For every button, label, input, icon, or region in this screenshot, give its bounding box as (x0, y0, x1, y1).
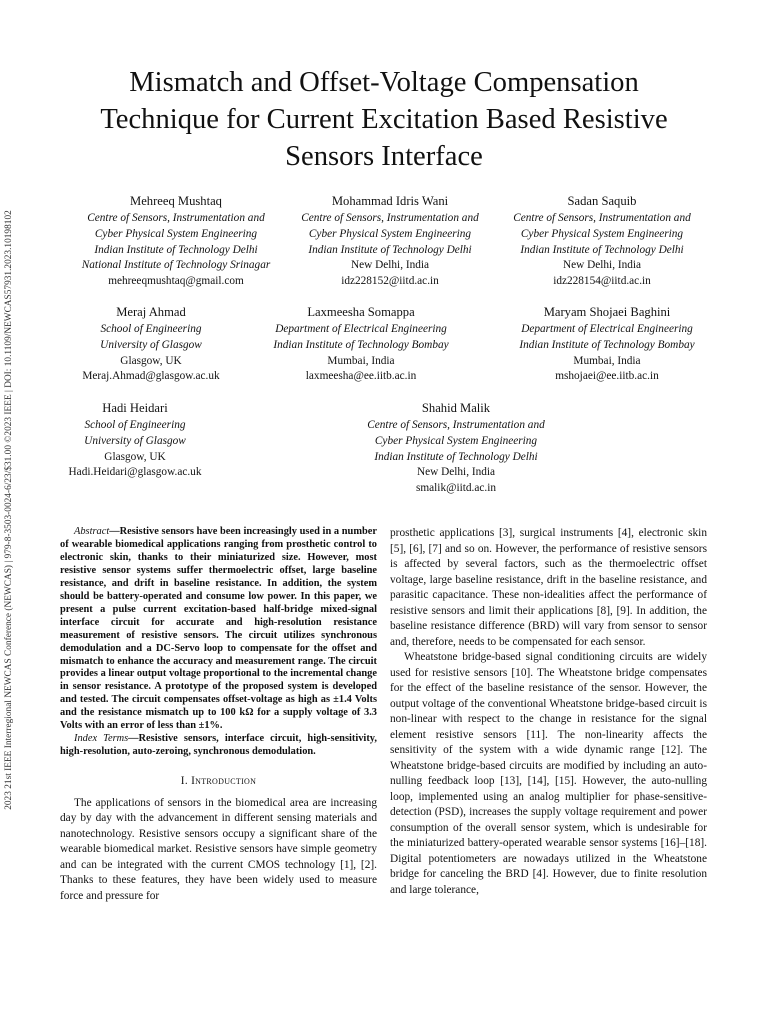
author-block (498, 193, 706, 290)
section-number: I. (180, 775, 192, 788)
paper-title (60, 64, 708, 175)
author-affiliation: School of Engineering (84, 419, 186, 431)
author-email: Hadi.Heidari@glasgow.ac.uk (68, 466, 202, 479)
author-affiliation: Centre of Sensors, Instrumentation and (87, 212, 265, 224)
author-block (60, 193, 292, 290)
author-location: Glasgow, UK (104, 450, 166, 463)
author-location: New Delhi, India (350, 259, 430, 272)
author-block (254, 304, 468, 385)
author-name: Meraj Ahmad (116, 305, 186, 319)
author-affiliation: Centre of Sensors, Instrumentation and (367, 419, 545, 431)
author-email: smalik@iitd.ac.in (415, 482, 497, 495)
author-affiliation: Indian Institute of Technology Delhi (374, 450, 538, 463)
author-block (340, 400, 572, 497)
abstract (60, 526, 377, 733)
author-affiliation: Indian Institute of Technology Bombay (519, 338, 695, 351)
author-affiliation: University of Glasgow (84, 434, 186, 447)
author-name: Hadi Heidari (102, 401, 168, 415)
author-name: Maryam Shojaei Baghini (543, 305, 671, 319)
author-block (500, 304, 714, 385)
author-location: Mumbai, India (327, 354, 395, 367)
body-paragraph: The applications of sensors in the biomedical area are increasing day by day with the advancement in different sensing materials and nanotechnology. Resistive sensors occupy a significant share of the wearable biomedical market. Resistive sensors have simple geometry and can be integrated with the current CMOS technology [1], [2]. Thanks to these features, they have been widely used to measure force and pressure for (60, 796, 377, 902)
title-line: Sensors Interface (285, 141, 483, 172)
author-email: Meraj.Ahmad@glasgow.ac.uk (82, 370, 220, 383)
title-line: Technique for Current Excitation Based Resistive (100, 104, 668, 135)
author-name: Mohammad Idris Wani (331, 194, 449, 208)
author-block (40, 304, 262, 385)
author-email: mshojaei@ee.iitb.ac.in (555, 370, 659, 383)
author-affiliation: Indian Institute of Technology Delhi (308, 243, 472, 256)
author-affiliation: University of Glasgow (100, 338, 202, 351)
author-affiliation: Cyber Physical System Engineering (94, 227, 258, 240)
author-name: Laxmeesha Somappa (307, 305, 415, 319)
author-block (288, 193, 492, 290)
author-email: mehreeqmushtaq@gmail.com (108, 275, 244, 288)
index-terms (60, 733, 377, 759)
right-column (390, 526, 707, 898)
author-name: Sadan Saquib (567, 194, 637, 208)
author-name: Shahid Malik (421, 401, 491, 415)
title-line: Mismatch and Offset-Voltage Compensation (129, 67, 639, 98)
author-email: laxmeesha@ee.iitb.ac.in (305, 370, 417, 383)
author-affiliation: Indian Institute of Technology Delhi (520, 243, 684, 256)
author-affiliation: National Institute of Technology Srinagar (81, 259, 271, 272)
author-location: New Delhi, India (416, 466, 496, 479)
author-affiliation: Indian Institute of Technology Delhi (94, 243, 258, 256)
section-title: Introduction (191, 775, 257, 788)
author-location: Glasgow, UK (120, 354, 182, 367)
body-paragraph: Wheatstone bridge-based signal conditioning circuits are widely used for resistive sensors [10]. The Wheatstone bridge compensates for the effect of the baseline resistance of the sensor. However, the output voltage of the conventional Wheatstone bridge-based circuit is non-linear with respect to the change in resistance for the signal element resistive sensors [11]. The non-linearity affects the sensitivity of the system with a wide dynamic range [12]. The Wheatstone bridge-based circuits are modified by including an auto-nulling feedback loop [13], [14], [15]. However, the auto-nulling loop, implemented using an analog multiplier for phase-sensitive-detection (PSD), increases the supply voltage requirement and power consumption of the overall sensor system, which is undesirable for the miniaturized battery-operated wearable sensor systems [16]–[18]. Digital potentiometers are nowadays utilized in the Wheatstone bridge for canceling the BRD [4]. However, due to finite resolution and large tolerance, (390, 651, 707, 896)
author-name: Mehreeq Mushtaq (130, 194, 222, 208)
author-block (40, 400, 230, 481)
author-affiliation: Indian Institute of Technology Bombay (273, 338, 449, 351)
author-affiliation: Cyber Physical System Engineering (374, 434, 538, 447)
author-affiliation: Department of Electrical Engineering (275, 323, 447, 335)
index-terms-lead: Index Terms (74, 733, 129, 745)
abstract-lead: Abstract (74, 526, 110, 537)
author-location: Mumbai, India (573, 354, 641, 367)
author-affiliation: Cyber Physical System Engineering (308, 227, 472, 240)
author-affiliation: Centre of Sensors, Instrumentation and (301, 212, 479, 224)
author-affiliation: Cyber Physical System Engineering (520, 227, 684, 240)
author-location: New Delhi, India (562, 259, 642, 272)
doi-sidebar (2, 180, 16, 840)
author-affiliation: Department of Electrical Engineering (521, 323, 693, 335)
left-column (60, 526, 377, 904)
author-affiliation: Centre of Sensors, Instrumentation and (513, 212, 691, 224)
index-terms-text: —Resistive sensors, interface circuit, high-sensitivity, high-resolution, auto-zeroing, synchronous demodulation. (60, 733, 377, 758)
body-paragraph: prosthetic applications [3], surgical instruments [4], electronic skin [5], [6], [7] and so on. However, the performance of resistive sensors is affected by several factors, such as the thermoelectric offset voltage, large baseline resistance, drift in the baseline resistance, and parasitic capacitance. These non-idealities affect the performance of resistive sensors and limit their applications [8], [9]. In addition, the baseline resistance difference (BRD) will vary from sensor to sensor and, therefore, needs to be compensated for each sensor. (390, 527, 707, 648)
author-email: idz228154@iitd.ac.in (553, 275, 651, 288)
doi-sidebar-text: 2023 21st IEEE Interregional NEWCAS Conference (NEWCAS) | 979-8-3503-0024-6/23/$31.00 ©2023 IEEE | DOI: 10.1109/NEWCAS57931.2023.10198102 (4, 210, 14, 810)
section-heading (60, 774, 377, 790)
author-email: idz228152@iitd.ac.in (341, 275, 439, 288)
author-affiliation: School of Engineering (100, 323, 202, 335)
abstract-text: —Resistive sensors have been increasingly used in a number of wearable biomedical applications ranging from prosthetic control to electronic skin, thanks to their miniaturized size. However, most resistive sensor systems suffer thermoelectric offset, large baseline resistance, and drift in baseline resistance. In addition, the system should be battery-operated and consume low power. In this paper, we present a pulse current excitation-based half-bridge mixed-signal interface circuit for accurate and high-resolution resistance measurement of resistive sensors. The circuit utilizes synchronous demodulation and a DC-Servo loop to compensate for the offset and mismatch to enhance the accuracy and measurement range. The circuit provides a linear output voltage proportional to the incremental change in sensor resistance. A prototype of the proposed system is developed and tested. The circuit compensates offset-voltage as high as ±1.4 Volts and the resistance mismatch up to 100 kΩ for a supply voltage of 3.3 Volts with an error of less than ±1%. (60, 526, 377, 732)
